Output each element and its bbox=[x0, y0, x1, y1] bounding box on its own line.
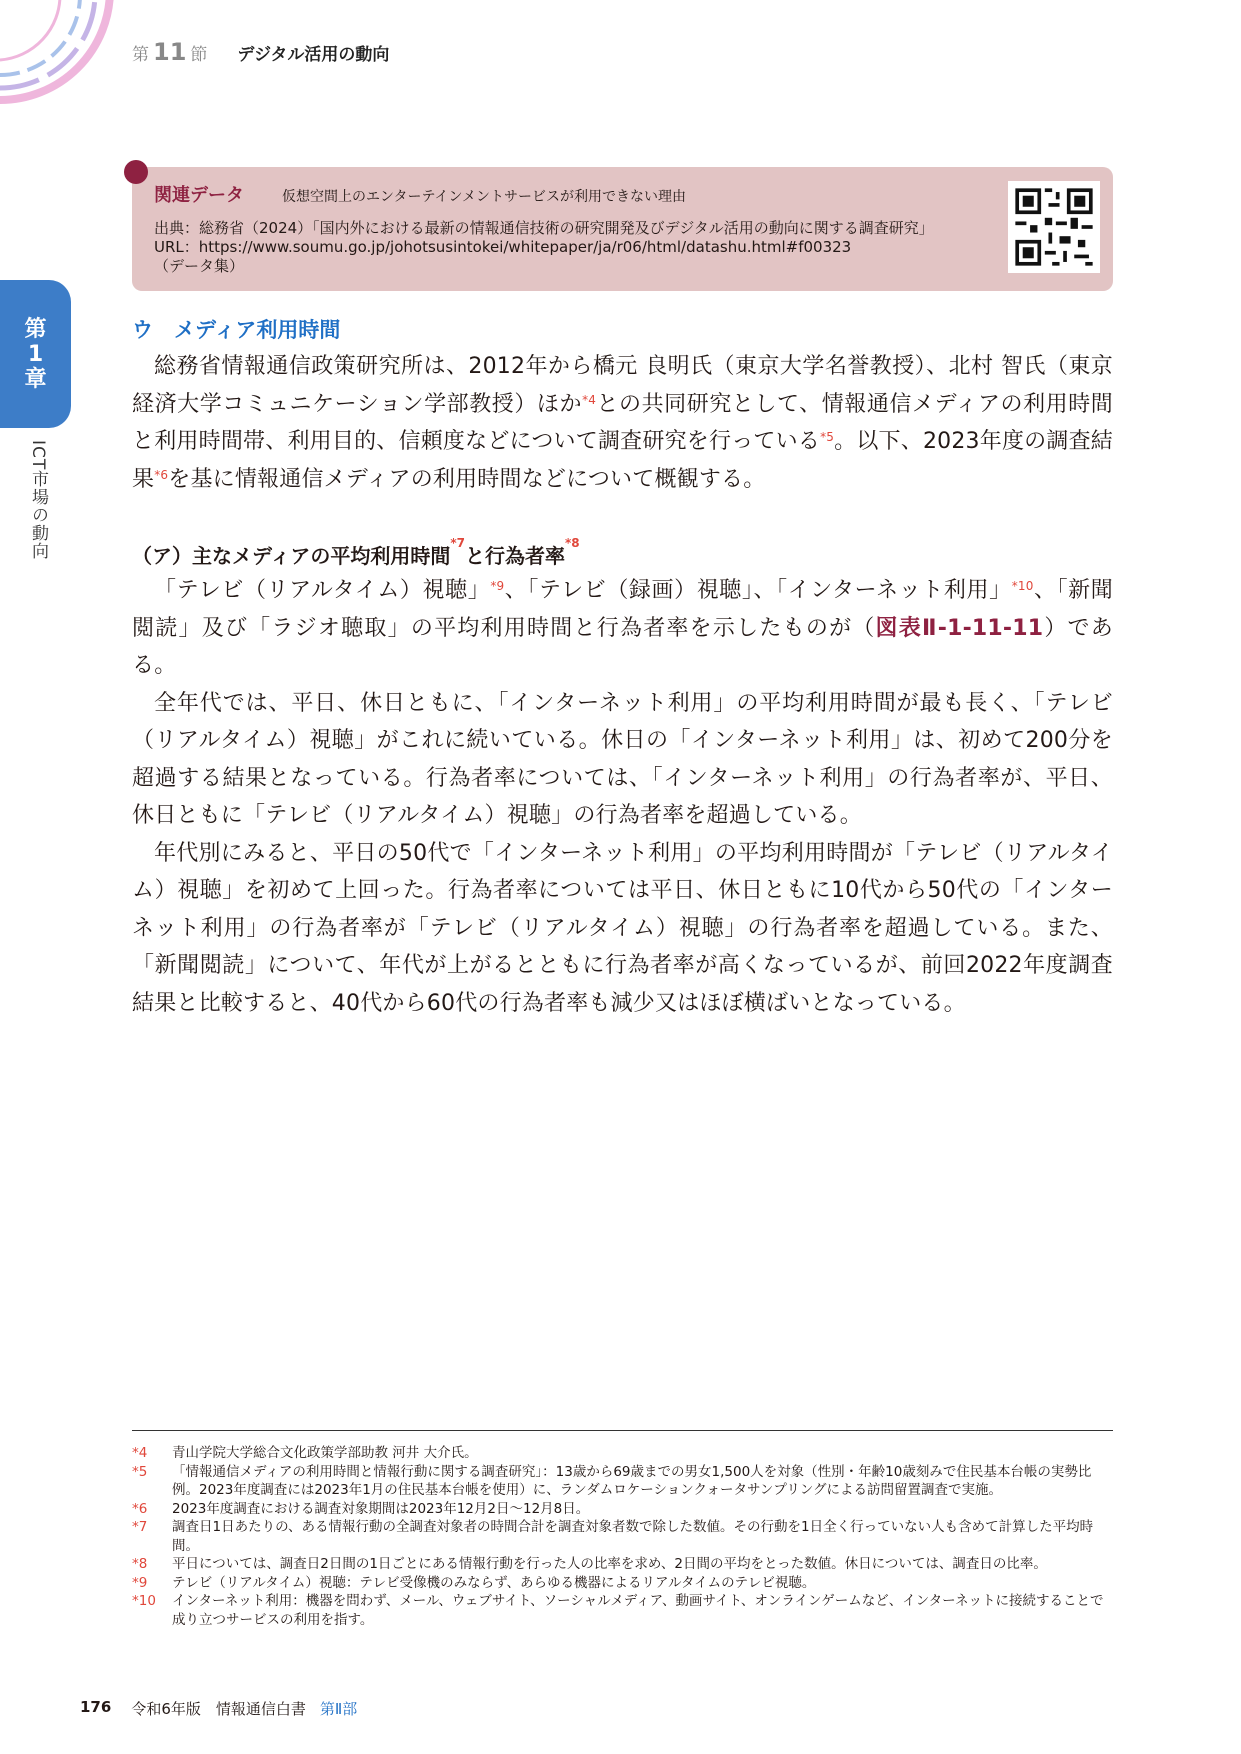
footnote-text: 調査日1日あたりの、ある情報行動の全調査対象者の時間合計を調査対象者数で除した数値。その行動を1日全く行っていない人も含めて計算した平均時間。 bbox=[172, 1519, 1094, 1554]
chapter-tab-line2: 1 bbox=[27, 341, 44, 367]
footnote-text: インターネット利用：機器を問わず、メール、ウェブサイト、ソーシャルメディア、動画サイト、オンラインゲームなど、インターネットに接続することで成り立つサービスの利用を指す。 bbox=[172, 1593, 1104, 1628]
text: 、「テレビ（録画）視聴」、「インターネット利用」 bbox=[504, 578, 1012, 603]
page-number: 176 bbox=[80, 1698, 112, 1716]
footnote bbox=[132, 1518, 1113, 1555]
chapter-tab bbox=[0, 280, 71, 428]
footnote-key: *7 bbox=[132, 1519, 148, 1535]
page-footer bbox=[80, 1698, 357, 1719]
footnote bbox=[132, 1592, 1113, 1629]
footnote-key: *4 bbox=[132, 1445, 148, 1461]
section-suffix: 節 bbox=[190, 45, 208, 65]
heading-average-usage-time bbox=[132, 536, 580, 569]
related-data-title: 仮想空間上のエンターテインメントサービスが利用できない理由 bbox=[282, 189, 687, 205]
figure-reference-link[interactable]: 図表Ⅱ-1-11-11 bbox=[875, 615, 1044, 641]
footnote-ref-4[interactable]: *4 bbox=[582, 392, 597, 407]
text: との共同研究として、情報通信メディアの利用時間と利用時間帯、利用目的、信頼度などについて調査研究を行っている bbox=[132, 391, 1113, 454]
related-data-box bbox=[132, 167, 1113, 291]
text: と行為者率 bbox=[465, 544, 566, 568]
section-header bbox=[132, 38, 389, 66]
footnote-key: *5 bbox=[132, 1463, 148, 1480]
paragraph: 年代別にみると、平日の50代で「インターネット利用」の平均利用時間が「テレビ（リアルタイム）視聴」を初めて上回った。行為者率については平日、休日ともに10代から50代の「インターネット利用」の行為者率が「テレビ（リアルタイム）視聴」の行為者率を超過している。また、「新聞閲読」について、年代が上がるとともに行為者率が高くなっているが、前回2022年度調査結果と比較すると、40代から60代の行為者率も減少又はほぼ横ばいとなっている。 bbox=[132, 840, 1113, 1016]
footnote bbox=[132, 1444, 1113, 1463]
footnote bbox=[132, 1463, 1113, 1500]
footnote bbox=[132, 1574, 1113, 1593]
decorative-arc-graphic bbox=[0, 0, 140, 110]
footnote-ref-8[interactable]: *8 bbox=[565, 536, 580, 550]
footnotes bbox=[132, 1444, 1113, 1629]
text: （ア）主なメディアの平均利用時間 bbox=[132, 544, 451, 568]
related-data-url[interactable]: URL：https://www.soumu.go.jp/johotsusintokei/whitepaper/ja/r06/html/datashu.html#f00323 bbox=[154, 238, 852, 256]
section-u-body bbox=[132, 348, 1113, 498]
footnote-ref-5[interactable]: *5 bbox=[820, 430, 835, 444]
paragraph bbox=[132, 348, 1113, 498]
footnote-text: テレビ（リアルタイム）視聴：テレビ受像機のみならず、あらゆる機器によるリアルタイムのテレビ視聴。 bbox=[172, 1574, 816, 1591]
footnote-ref-9[interactable]: *9 bbox=[490, 579, 505, 593]
footnote-text: 「情報通信メディアの利用時間と情報行動に関する調査研究」：13歳から69歳までの男女1,500人を対象（性別・年齢10歳刻みで住民基本台帳の実勢比例。2023年度調査には2023年1月の住民基本台帳を使用）に、ランダムロケーションクォータサンプリングによる訪問留置調査で実施。 bbox=[172, 1463, 1092, 1498]
related-data-source: 出典：総務省（2024）「国内外における最新の情報通信技術の研究開発及びデジタル活用の動向に関する調査研究」 bbox=[154, 219, 934, 237]
text: 総務省情報通信政策研究所は、2012年から橋元 良明氏（東京大学名誉教授）、北村 智氏（東京経済大学コミュニケーション学部教授）ほか bbox=[132, 354, 1113, 417]
footnote-ref-7[interactable]: *7 bbox=[450, 536, 466, 550]
text: 「テレビ（リアルタイム）視聴」 bbox=[154, 578, 491, 603]
footnote bbox=[132, 1500, 1113, 1519]
text: 、「新聞閲読」及び「ラジオ聴取」の平均利用時間と行為者率を示したものが（ bbox=[132, 578, 1113, 641]
heading-media-usage-time: ウ メディア利用時間 bbox=[132, 318, 341, 342]
footnote-text: 2023年度調査における調査対象期間は2023年12月2日〜12月8日。 bbox=[172, 1500, 590, 1517]
text: 。以下、2023年度の調査結果 bbox=[132, 429, 1114, 492]
related-data-marker-dot bbox=[124, 160, 148, 184]
footnote bbox=[132, 1555, 1113, 1574]
footnote-key: *9 bbox=[132, 1574, 148, 1591]
paragraph bbox=[132, 572, 1113, 685]
section-a-body bbox=[132, 572, 1113, 1022]
section-prefix: 第 bbox=[132, 45, 149, 65]
text: を基に情報通信メディアの利用時間などについて概観する。 bbox=[168, 466, 766, 492]
related-data-note: （データ集） bbox=[154, 257, 245, 275]
footnote-key: *6 bbox=[132, 1500, 148, 1517]
footnote-text: 平日については、調査日2日間の1日ごとにある情報行動を行った人の比率を求め、2日間の平均をとった数値。休日については、調査日の比率。 bbox=[172, 1556, 1047, 1572]
chapter-tab-line3: 章 bbox=[24, 366, 47, 392]
chapter-tab-line1: 第 bbox=[24, 316, 47, 342]
qr-code-icon[interactable] bbox=[1008, 181, 1100, 273]
footnote-text: 青山学院大学総合文化政策学部助教 河井 大介氏。 bbox=[172, 1445, 478, 1461]
publication-title: 令和6年版 情報通信白書 bbox=[131, 1700, 306, 1718]
footnote-divider bbox=[132, 1430, 1113, 1431]
footnote-ref-10[interactable]: *10 bbox=[1011, 579, 1034, 593]
footnote-key: *8 bbox=[132, 1556, 148, 1572]
paragraph: 全年代では、平日、休日ともに、「インターネット利用」の平均利用時間が最も長く、「テレビ（リアルタイム）視聴」がこれに続いている。休日の「インターネット利用」は、初めて200分を超過する結果となっている。行為者率については、「インターネット利用」の行為者率が、平日、休日ともに「テレビ（リアルタイム）視聴」の行為者率を超過している。 bbox=[132, 690, 1113, 828]
section-title: デジタル活用の動向 bbox=[237, 45, 390, 65]
related-data-label: 関連データ bbox=[154, 185, 244, 206]
chapter-vertical-title: ICT市場の動向 bbox=[28, 440, 48, 561]
footnote-key: *10 bbox=[132, 1593, 156, 1609]
footnote-ref-6[interactable]: *6 bbox=[154, 467, 169, 482]
section-number: 11 bbox=[153, 38, 187, 66]
text: ）である。 bbox=[132, 615, 1113, 678]
part-label: 第Ⅱ部 bbox=[319, 1700, 358, 1718]
